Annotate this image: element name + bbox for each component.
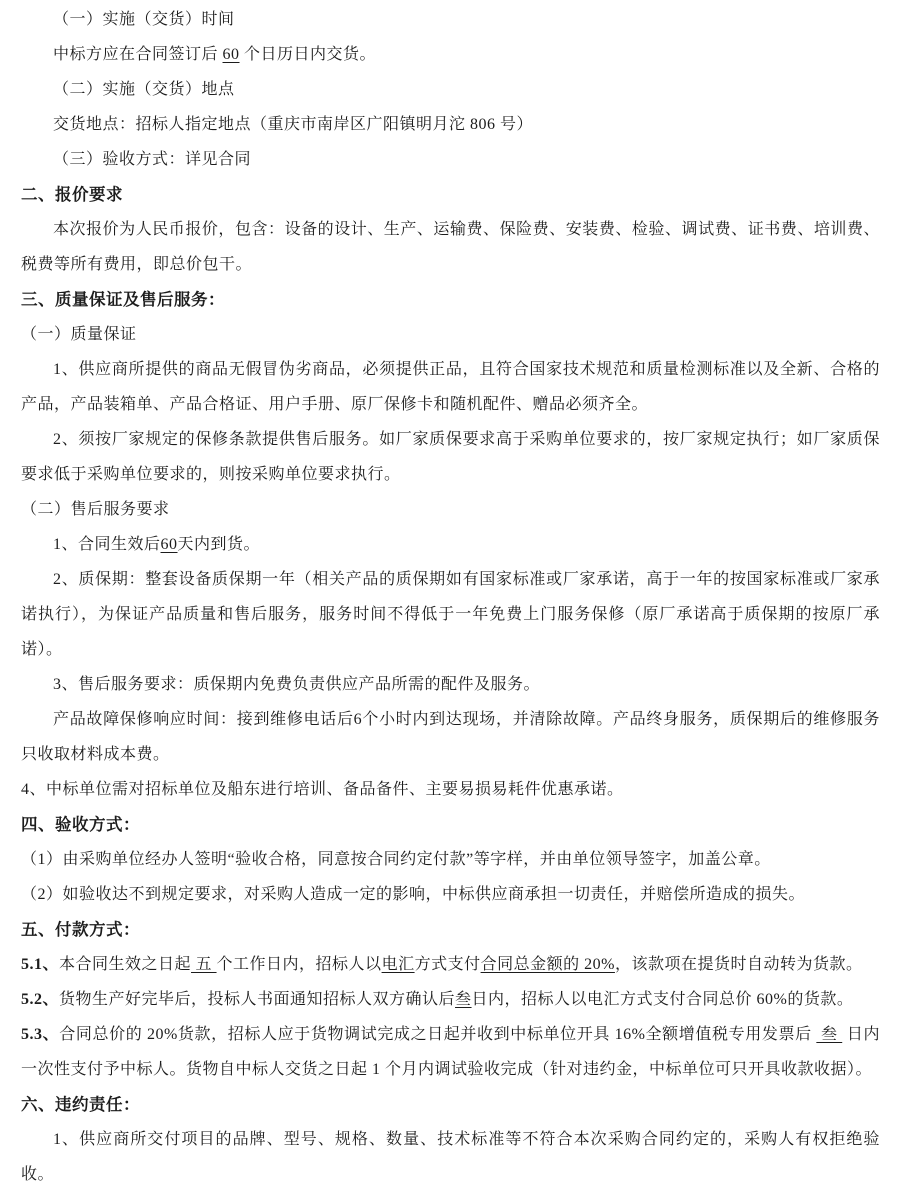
text-run: （2）如验收达不到规定要求，对采购人造成一定的影响，中标供应商承担一切责任，并赔偿所造成的损失。 — [21, 886, 806, 903]
paragraph — [21, 422, 880, 492]
text-run: 四、验收方式： — [21, 815, 140, 834]
text-run: 5.1、 — [21, 956, 60, 973]
text-run: 天内到货。 — [177, 536, 261, 553]
text-run: 二、报价要求 — [21, 185, 123, 204]
paragraph — [21, 702, 880, 772]
text-run: 1、合同生效后 — [53, 536, 161, 553]
paragraph — [21, 667, 880, 702]
paragraph — [21, 842, 880, 877]
text-run: （三）验收方式：详见合同 — [53, 151, 252, 168]
text-run: 1、供应商所提供的商品无假冒伪劣商品，必须提供正品，且符合国家技术规范和质量检测标准以及全新、合格的产品，产品装箱单、产品合格证、用户手册、原厂保修卡和随机配件、赠品必须齐全。 — [21, 361, 880, 413]
underlined-text-run: 合同总金额的 20% — [480, 956, 615, 973]
paragraph — [21, 2, 880, 37]
text-run: 5.2、 — [21, 991, 60, 1008]
underlined-text-run: 电汇 — [381, 956, 415, 973]
text-run: 六、违约责任： — [21, 1095, 140, 1114]
text-run: 1、供应商所交付项目的品牌、型号、规格、数量、技术标准等不符合本次采购合同约定的，采购人有权拒绝验收。 — [21, 1131, 880, 1183]
paragraph — [21, 72, 880, 107]
text-run: 方式支付 — [414, 956, 481, 973]
text-run: 个日历日内交货。 — [239, 46, 377, 63]
underlined-text-run: 叁 — [816, 1026, 843, 1043]
text-run: 产品故障保修响应时间：接到维修电话后6个小时内到达现场，并清除故障。产品终身服务，质保期后的维修服务只收取材料成本费。 — [21, 711, 880, 763]
paragraph — [21, 352, 880, 422]
text-run: ，该款项在提货时自动转为货款。 — [614, 956, 863, 973]
text-run: （一）质量保证 — [21, 326, 137, 343]
text-run: 中标方应在合同签订后 — [53, 46, 223, 63]
text-run: 交货地点：招标人指定地点（重庆市南岸区广阳镇明月沱 806 号） — [53, 116, 534, 133]
text-run: 个工作日内，招标人以 — [216, 956, 382, 973]
paragraph — [21, 527, 880, 562]
text-run: 三、质量保证及售后服务： — [21, 290, 225, 309]
underlined-text-run: 60 — [222, 46, 240, 63]
paragraph — [21, 562, 880, 667]
section-heading — [21, 282, 880, 317]
paragraph — [21, 107, 880, 142]
text-run: 日内，招标人以电汇方式支付合同总价 60%的货款。 — [471, 991, 854, 1008]
section-heading — [21, 807, 880, 842]
paragraph — [21, 947, 880, 982]
underlined-text-run: 叁 — [455, 991, 472, 1008]
paragraph — [21, 1017, 880, 1087]
text-run: 日内一次性支付予中标人。货物自中标人交货之日起 1 个月内调试验收完成（针对违约金，中标单位可只开具收款收据）。 — [21, 1026, 880, 1078]
section-heading — [21, 1087, 880, 1122]
paragraph — [21, 317, 880, 352]
text-run: 五、付款方式： — [21, 920, 140, 939]
paragraph — [21, 142, 880, 177]
text-run: 2、质保期：整套设备质保期一年（相关产品的质保期如有国家标准或厂家承诺，高于一年的按国家标准或厂家承诺执行），为保证产品质量和售后服务，服务时间不得低于一年免费上门服务保修（原厂承诺高于质保期的按原厂承诺）。 — [21, 571, 880, 658]
text-run: 货物生产好完毕后，投标人书面通知招标人双方确认后 — [59, 991, 456, 1008]
document-body — [21, 2, 880, 1192]
section-heading — [21, 912, 880, 947]
text-run: （一）实施（交货）时间 — [53, 11, 235, 28]
text-run: 本次报价为人民币报价，包含：设备的设计、生产、运输费、保险费、安装费、检验、调试费、证书费、培训费、税费等所有费用，即总价包干。 — [21, 221, 880, 273]
text-run: （1）由采购单位经办人签明“验收合格，同意按合同约定付款”等字样，并由单位领导签字，加盖公章。 — [21, 851, 771, 868]
text-run: 合同总价的 20%货款，招标人应于货物调试完成之日起并收到中标单位开具 16%全额增值税专用发票后 — [59, 1026, 817, 1043]
paragraph — [21, 982, 880, 1017]
text-run: 4、中标单位需对招标单位及船东进行培训、备品备件、主要易损易耗件优惠承诺。 — [21, 781, 624, 798]
text-run: 2、须按厂家规定的保修条款提供售后服务。如厂家质保要求高于采购单位要求的，按厂家规定执行；如厂家质保要求低于采购单位要求的，则按采购单位要求执行。 — [21, 431, 880, 483]
text-run: （二）实施（交货）地点 — [53, 81, 235, 98]
paragraph — [21, 877, 880, 912]
paragraph — [21, 37, 880, 72]
text-run: 3、售后服务要求：质保期内免费负责供应产品所需的配件及服务。 — [53, 676, 541, 693]
paragraph — [21, 772, 880, 807]
underlined-text-run: 60 — [160, 536, 178, 553]
text-run: 5.3、 — [21, 1026, 60, 1043]
section-heading — [21, 177, 880, 212]
text-run: （二）售后服务要求 — [21, 501, 170, 518]
text-run: 本合同生效之日起 — [59, 956, 192, 973]
underlined-text-run: 五 — [191, 956, 217, 973]
paragraph — [21, 212, 880, 282]
paragraph — [21, 492, 880, 527]
paragraph — [21, 1122, 880, 1192]
